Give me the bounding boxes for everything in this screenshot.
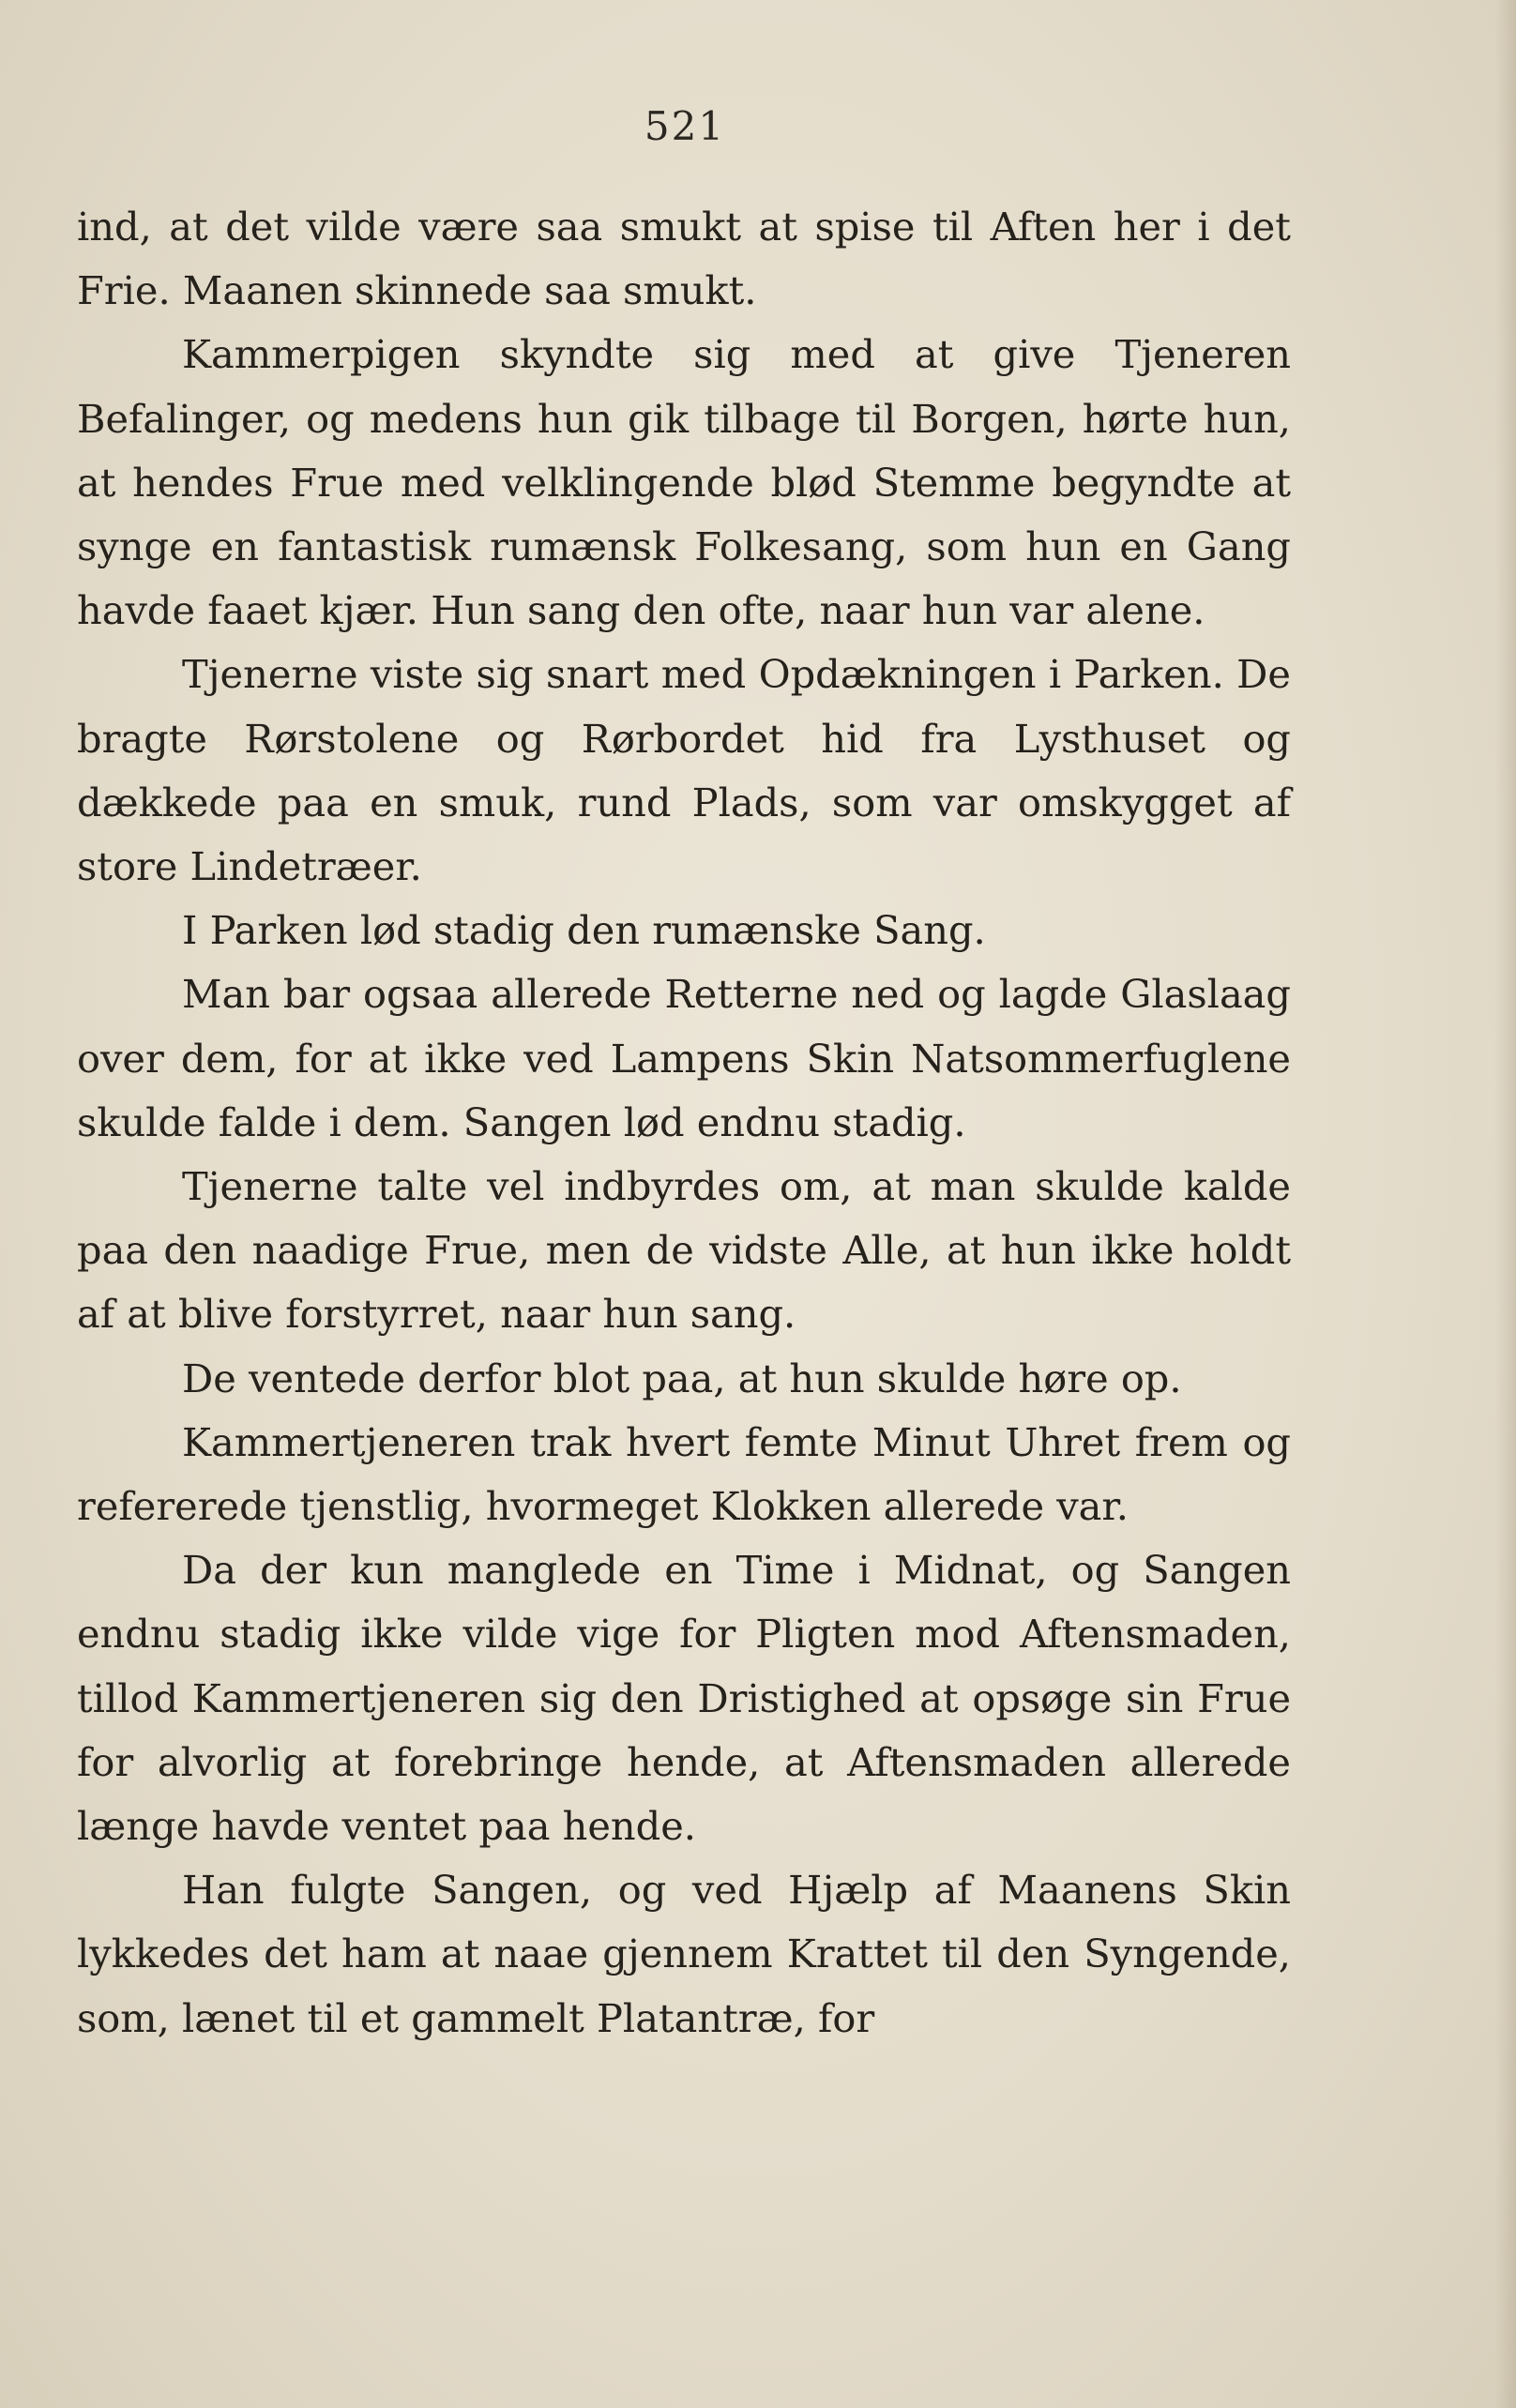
paragraph: Han fulgte Sangen, og ved Hjælp af Maanens Skin lykkedes det ham at naae gjennem Krattet til den Syngende, som, lænet til et gammelt Platantræ, for — [77, 1867, 1291, 2041]
paragraph: ind, at det vilde være saa smukt at spise til Aften her i det Frie. Maanen skinnede saa smukt. — [77, 204, 1291, 314]
paragraph: De ventede derfor blot paa, at hun skulde høre op. — [182, 1355, 1182, 1401]
paragraph: Man bar ogsaa allerede Retterne ned og lagde Glaslaag over dem, for at ikke ved Lampens Skin Natsommerfuglene skulde falde i dem. Sangen lød endnu stadig. — [77, 971, 1291, 1145]
paragraph: Tjenerne talte vel indbyrdes om, at man skulde kalde paa den naadige Frue, men de vidste Alle, at hun ikke holdt af at blive forstyrret, naar hun sang. — [77, 1163, 1291, 1338]
paragraph: I Parken lød stadig den rumænske Sang. — [182, 907, 986, 954]
paragraph: Da der kun manglede en Time i Midnat, og Sangen endnu stadig ikke vilde vige for Pligten mod Aftensmaden, tillod Kammertjeneren sig den Dristighed at opsøge sin Frue for alvorlig at forebringe hende, at Aftensmaden allerede længe havde ventet paa hende. — [77, 1547, 1291, 1850]
body-text — [77, 195, 1291, 2051]
page-number: 521 — [644, 103, 726, 149]
paragraph: Tjenerne viste sig snart med Opdækningen i Parken. De bragte Rørstolene og Rørbordet hid fra Lysthuset og dækkede paa en smuk, rund Plads, som var omskygget af store Lindetræer. — [77, 651, 1291, 890]
page-edge-shadow — [1495, 0, 1516, 2408]
paragraph: Kammertjeneren trak hvert femte Minut Uhret frem og refererede tjenstlig, hvormeget Klokken allerede var. — [77, 1418, 1291, 1530]
paragraph: Kammerpigen skyndte sig med at give Tjeneren Befalinger, og medens hun gik tilbage til Borgen, hørte hun, at hendes Frue med velklingende blød Stemme begyndte at synge en fantastisk rumænsk Folkesang, som hun en Gang havde faaet kjær. Hun sang den ofte, naar hun var alene. — [77, 331, 1291, 634]
